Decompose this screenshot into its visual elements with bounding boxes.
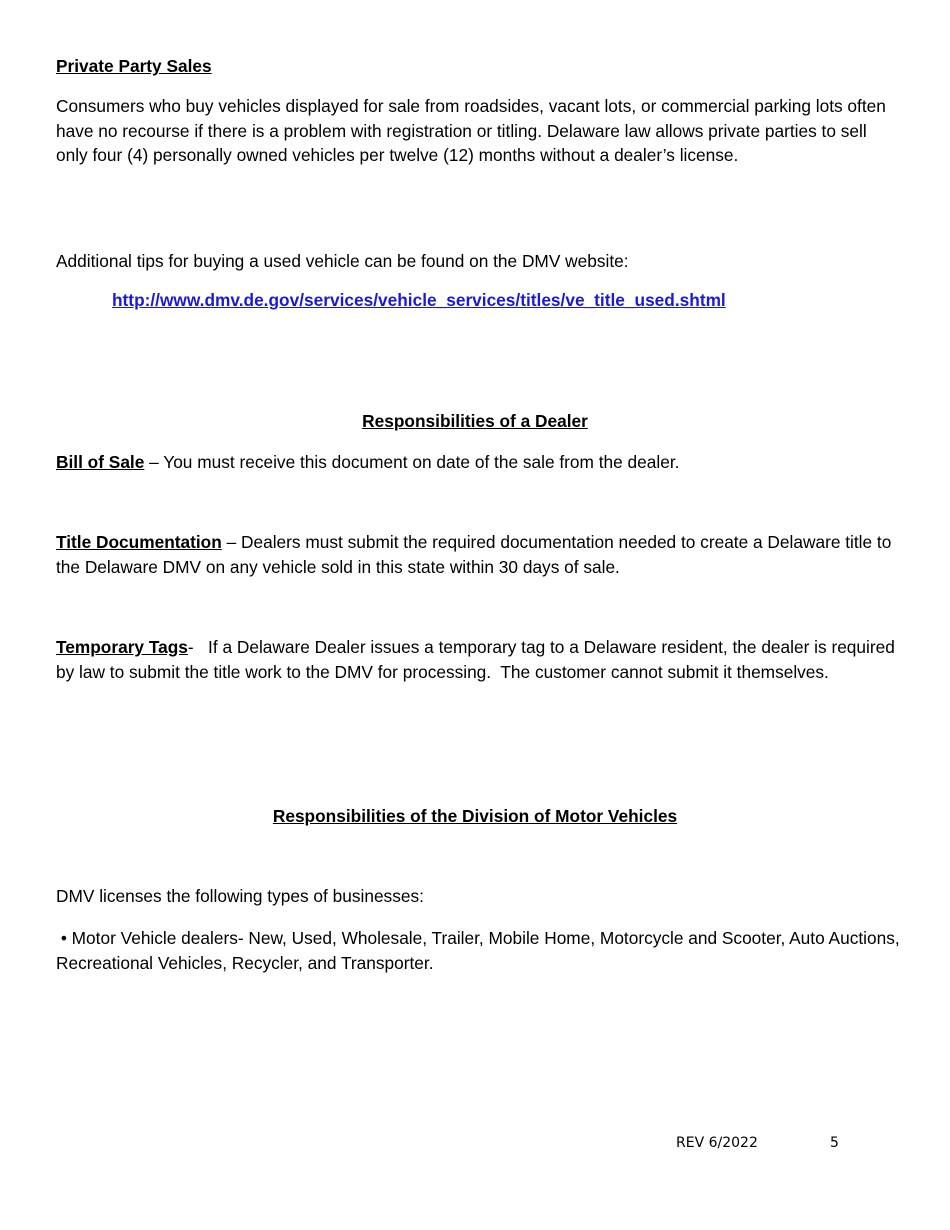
dealer-types-bullet: • Motor Vehicle dealers- New, Used, Wholesale, Trailer, Mobile Home, Motorcycle and Scooter, Auto Auctions, Recreational Vehicles, Recycler, and Transporter. xyxy=(56,928,905,973)
title-documentation-paragraph xyxy=(56,530,901,579)
private-party-sales-paragraph: Consumers who buy vehicles displayed for sale from roadsides, vacant lots, or commercial parking lots often have no recourse if there is a problem with registration or titling. Delaware law allows private parties to sell only four (4) personally owned vehicles per twelve (12) months without a dealer’s license. xyxy=(56,96,886,166)
bill-of-sale-term: Bill of Sale xyxy=(56,452,145,472)
dmv-licenses-intro: DMV licenses the following types of businesses: xyxy=(56,886,424,906)
title-documentation-text: – Dealers must submit the required documentation needed to create a Delaware title to the Delaware DMV on any vehicle sold in this state within 30 days of sale. xyxy=(56,532,892,577)
bill-of-sale-text: – You must receive this document on date of the sale from the dealer. xyxy=(144,452,680,472)
revision-label: REV 6/2022 xyxy=(676,1135,758,1151)
temporary-tags-term: Temporary Tags xyxy=(56,637,188,657)
dealer-responsibilities-heading: Responsibilities of a Dealer xyxy=(362,411,588,431)
title-documentation-term: Title Documentation xyxy=(56,532,222,552)
dmv-responsibilities-heading: Responsibilities of the Division of Motor Vehicles xyxy=(272,806,678,826)
private-party-sales-heading: Private Party Sales xyxy=(56,56,212,76)
page-number: 5 xyxy=(830,1135,839,1151)
used-vehicle-tips-text: Additional tips for buying a used vehicle can be found on the DMV website: xyxy=(56,251,629,271)
dmv-used-vehicle-link[interactable]: http://www.dmv.de.gov/services/vehicle_services/titles/ve_title_used.shtml xyxy=(112,290,726,310)
bill-of-sale-paragraph xyxy=(56,450,901,475)
temporary-tags-paragraph xyxy=(56,635,901,684)
temporary-tags-text: - If a Delaware Dealer issues a temporary tag to a Delaware resident, the dealer is required by law to submit the title work to the DMV for processing. The customer cannot submit it themselves. xyxy=(56,637,900,682)
